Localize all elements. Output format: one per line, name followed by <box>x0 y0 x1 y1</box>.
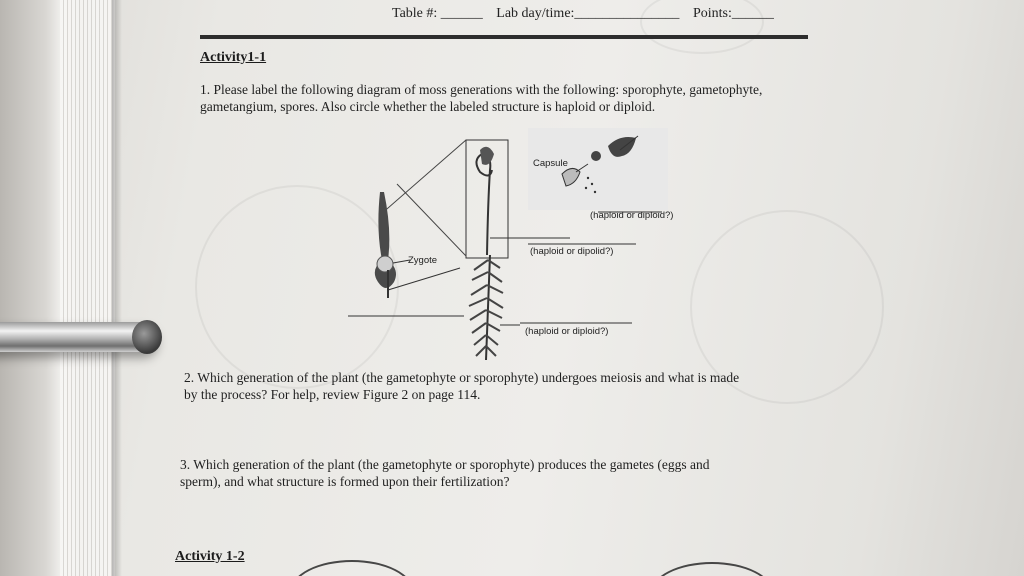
header-rule <box>200 35 808 39</box>
question-2 <box>184 369 739 403</box>
capsule-label: Capsule <box>533 158 568 169</box>
page-shadow <box>112 0 122 576</box>
zygote-cell <box>377 256 393 272</box>
archegonium-shape <box>375 192 396 288</box>
moss-life-cycle-diagram <box>340 120 680 370</box>
spore <box>594 191 596 193</box>
operculum <box>591 151 601 161</box>
points-field: Points:______ <box>692 6 774 21</box>
question-2-line-2: by the process? For help, review Figure 2 on page 114. <box>184 387 481 402</box>
question-3-line-1: 3. Which generation of the plant (the gametophyte or sporophyte) produces the gametes (eggs and <box>180 457 710 472</box>
worksheet-header <box>392 6 784 22</box>
ploidy-prompt-bottom: (haploid or diploid?) <box>525 326 609 337</box>
zygote-line <box>388 268 460 290</box>
capsule-inset <box>528 128 668 210</box>
zygote-label: Zygote <box>408 255 438 266</box>
question-3-line-2: sperm), and what structure is formed upon their fertilization? <box>180 474 510 489</box>
question-3 <box>180 456 709 490</box>
bleed-through-circle <box>650 562 774 576</box>
activity-1-2-title: Activity 1-2 <box>175 549 245 564</box>
sporophyte-capsule <box>480 147 494 165</box>
gametophyte-shoot <box>469 255 503 360</box>
binder-ring-end <box>132 320 162 354</box>
activity-1-1-title: Activity1-1 <box>200 50 267 65</box>
moss-diagram-drawing <box>340 120 680 370</box>
spore <box>591 183 593 185</box>
ploidy-prompt-top: (haploid or diploid?) <box>590 210 674 221</box>
bleed-through-circle <box>290 560 414 576</box>
question-1-line-2: gametangium, spores. Also circle whether the labeled structure is haploid or diploid. <box>200 99 656 114</box>
question-1 <box>200 81 762 115</box>
spore <box>585 187 587 189</box>
page-stack <box>60 0 115 576</box>
table-field: Table #: ______ <box>392 6 483 21</box>
zoom-line <box>397 184 466 256</box>
sporophyte-stalk <box>476 154 492 255</box>
question-2-line-1: 2. Which generation of the plant (the gametophyte or sporophyte) undergoes meiosis and what is made <box>184 370 740 385</box>
zoom-line <box>380 140 466 215</box>
question-1-line-1: 1. Please label the following diagram of moss generations with the following: sporophyte, gametophyte, <box>200 82 763 97</box>
lab-field: Lab day/time:_______________ <box>496 6 680 21</box>
ploidy-prompt-mid: (haploid or dipolid?) <box>530 246 614 257</box>
spore <box>587 177 589 179</box>
